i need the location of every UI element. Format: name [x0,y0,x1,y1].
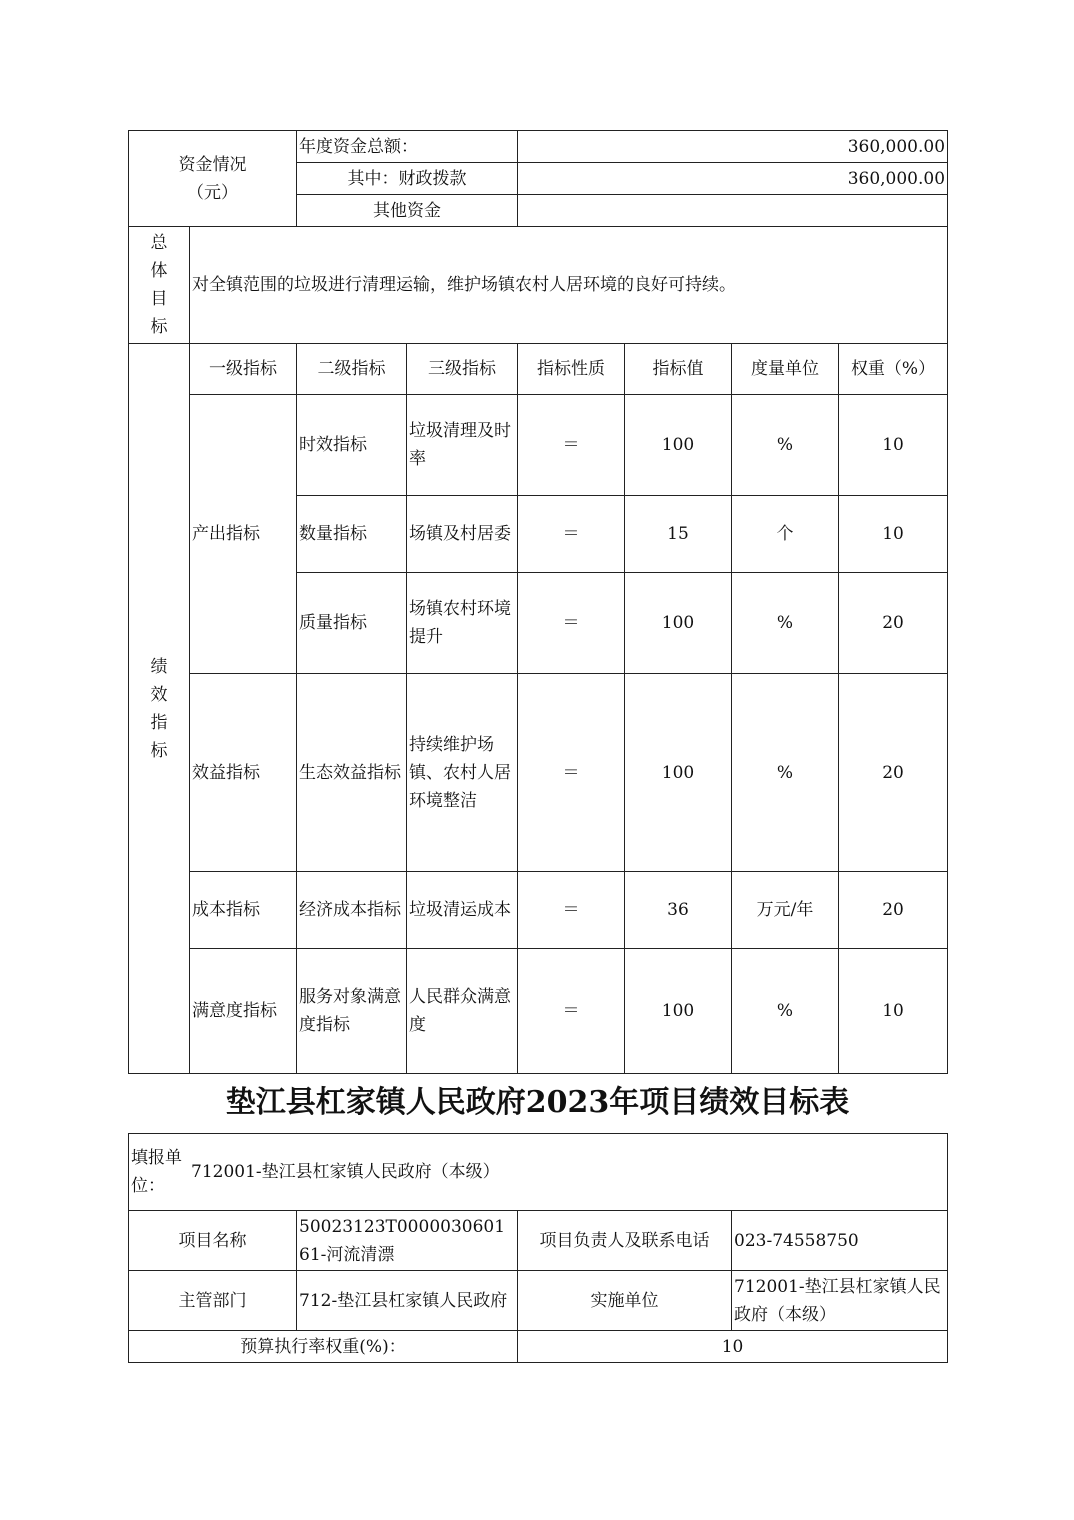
level2-cell: 生态效益指标 [297,674,407,872]
unit-cell: % [732,674,839,872]
weight-cell: 10 [839,949,948,1074]
other-funds-label: 其他资金 [297,195,518,227]
level2-cell: 服务对象满意度指标 [297,949,407,1074]
contact-value: 023-74558750 [732,1211,948,1271]
filing-unit-label: 填报单位： [131,1148,182,1196]
level3-cell: 人民群众满意度 [407,949,518,1074]
weight-cell: 20 [839,872,948,949]
nature-cell: ＝ [518,674,625,872]
unit-cell: % [732,949,839,1074]
level2-cell: 经济成本指标 [297,872,407,949]
impl-unit-label: 实施单位 [518,1271,732,1331]
weight-cell: 20 [839,674,948,872]
indicators-label: 绩 效 指 标 [129,344,190,1074]
project-name-label: 项目名称 [129,1211,297,1271]
level1-output: 产出指标 [190,395,297,674]
overall-goal-text: 对全镇范围的垃圾进行清理运输，维护场镇农村人居环境的良好可持续。 [190,227,948,344]
table-row [129,872,948,949]
unit-cell: % [732,395,839,496]
level2-cell: 数量指标 [297,496,407,573]
weight-cell: 10 [839,395,948,496]
dept-label: 主管部门 [129,1271,297,1331]
value-cell: 100 [625,674,732,872]
nature-cell: ＝ [518,496,625,573]
level2-cell: 时效指标 [297,395,407,496]
nature-cell: ＝ [518,573,625,674]
fiscal-label: 其中：财政拨款 [297,163,518,195]
impl-unit-value: 712001-垫江县杠家镇人民政府（本级） [732,1271,948,1331]
weight-cell: 10 [839,496,948,573]
weight-cell: 20 [839,573,948,674]
header-unit: 度量单位 [732,344,839,395]
project-name-value: 50023123T000003060161-河流清漂 [297,1211,518,1271]
level3-cell: 场镇农村环境提升 [407,573,518,674]
header-nature: 指标性质 [518,344,625,395]
level1-benefit: 效益指标 [190,674,297,872]
level2-cell: 质量指标 [297,573,407,674]
unit-cell: % [732,573,839,674]
value-cell: 100 [625,395,732,496]
table-row [129,949,948,1074]
filing-unit-value: 712001-垫江县杠家镇人民政府（本级） [191,1162,500,1182]
document-title: 垫江县杠家镇人民政府2023年项目绩效目标表 [225,1085,850,1120]
header-level1: 一级指标 [190,344,297,395]
value-cell: 36 [625,872,732,949]
nature-cell: ＝ [518,949,625,1074]
funding-section-label: 资金情况（元） [129,131,297,227]
nature-cell: ＝ [518,395,625,496]
budget-weight-value: 10 [518,1331,948,1363]
filing-unit-row [129,1134,948,1211]
annual-total-label: 年度资金总额： [297,131,518,163]
fiscal-value: 360,000.00 [518,163,948,195]
unit-cell: 万元/年 [732,872,839,949]
value-cell: 100 [625,573,732,674]
contact-label: 项目负责人及联系电话 [518,1211,732,1271]
dept-value: 712-垫江县杠家镇人民政府 [297,1271,518,1331]
header-weight: 权重（%） [839,344,948,395]
level1-cost: 成本指标 [190,872,297,949]
annual-total-value: 360,000.00 [518,131,948,163]
table-row [129,674,948,872]
unit-cell: 个 [732,496,839,573]
level3-cell: 垃圾清理及时率 [407,395,518,496]
header-level3: 三级指标 [407,344,518,395]
level3-cell: 垃圾清运成本 [407,872,518,949]
project-info-table [128,1133,948,1363]
value-cell: 15 [625,496,732,573]
nature-cell: ＝ [518,872,625,949]
level3-cell: 场镇及村居委 [407,496,518,573]
budget-weight-label: 预算执行率权重(%)： [129,1331,518,1363]
header-value: 指标值 [625,344,732,395]
table-row [129,395,948,496]
level3-cell: 持续维护场镇、农村人居环境整洁 [407,674,518,872]
performance-table [128,130,948,1074]
level1-satisfaction: 满意度指标 [190,949,297,1074]
value-cell: 100 [625,949,732,1074]
header-level2: 二级指标 [297,344,407,395]
overall-goal-label: 总 体 目 标 [129,227,190,344]
other-funds-value [518,195,948,227]
